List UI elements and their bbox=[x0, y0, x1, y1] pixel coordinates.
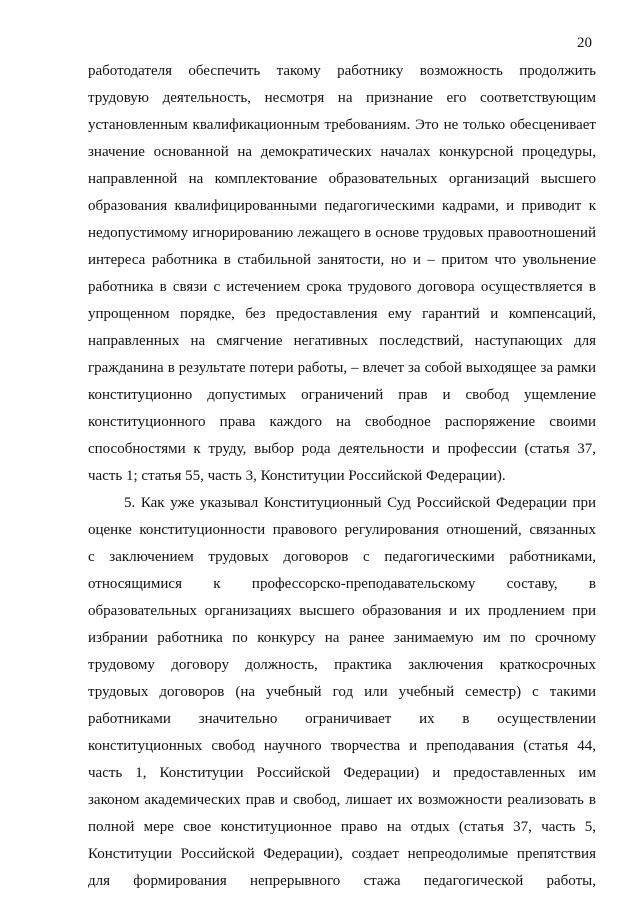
text-line: законом академических прав и свобод, лишает их возможности реализовать в bbox=[88, 792, 596, 808]
text-line: способностями к труду, выбор рода деятельности и профессии (статья 37, bbox=[88, 441, 596, 457]
text-line: Конституции Российской Федерации), создает непреодолимые препятствия bbox=[88, 846, 596, 862]
text-line: относящимися к профессорско-преподавательскому составу, в bbox=[88, 576, 596, 592]
text-line: избрании работника по конкурсу на ранее занимаемую им по срочному bbox=[88, 630, 596, 646]
text-line: образования квалифицированными педагогическими кадрами, и приводит к bbox=[88, 198, 596, 214]
text-line: с заключением трудовых договоров с педагогическими работниками, bbox=[88, 549, 596, 565]
text-line: конституционных свобод научного творчества и преподавания (статья 44, bbox=[88, 738, 596, 754]
text-line: направленной на комплектование образовательных организаций высшего bbox=[88, 171, 596, 187]
text-line: часть 1, Конституции Российской Федерации) и предоставленных им bbox=[88, 765, 596, 781]
body-text bbox=[88, 58, 596, 895]
text-line: образовательных организациях высшего образования и их продлением при bbox=[88, 603, 596, 619]
page-number: 20 bbox=[577, 35, 592, 51]
text-line: недопустимому игнорированию лежащего в основе трудовых правоотношений bbox=[88, 225, 596, 241]
text-line: конституционно допустимых ограничений прав и свобод ущемление bbox=[88, 387, 596, 403]
text-line: упрощенном порядке, без предоставления ему гарантий и компенсаций, bbox=[88, 306, 596, 322]
text-line: трудовую деятельность, несмотря на признание его соответствующим bbox=[88, 90, 596, 106]
text-line: трудовому договору должность, практика заключения краткосрочных bbox=[88, 657, 596, 673]
text-line: интереса работника в стабильной занятости, но и – притом что увольнение bbox=[88, 252, 596, 268]
text-line: работника в связи с истечением срока трудового договора осуществляется в bbox=[88, 279, 596, 295]
text-line: направленных на смягчение негативных последствий, наступающих для bbox=[88, 333, 596, 349]
text-line: конституционного права каждого на свободное распоряжение своими bbox=[88, 414, 596, 430]
text-line: 5. Как уже указывал Конституционный Суд Российской Федерации при bbox=[124, 495, 596, 511]
text-line: установленным квалификационным требованиям. Это не только обесценивает bbox=[88, 117, 596, 133]
text-line: трудовых договоров (на учебный год или учебный семестр) с такими bbox=[88, 684, 596, 700]
text-line: оценке конституционности правового регулирования отношений, связанных bbox=[88, 522, 596, 538]
text-line: работодателя обеспечить такому работнику возможность продолжить bbox=[88, 63, 596, 79]
text-line: работниками значительно ограничивает их в осуществлении bbox=[88, 711, 596, 727]
paragraph-p2 bbox=[88, 490, 596, 895]
text-line: гражданина в результате потери работы, – влечет за собой выходящее за рамки bbox=[88, 360, 596, 376]
text-line: часть 1; статья 55, часть 3, Конституции Российской Федерации). bbox=[88, 468, 506, 484]
text-line: для формирования непрерывного стажа педагогической работы, bbox=[88, 873, 596, 889]
paragraph-p1 bbox=[88, 58, 596, 490]
text-line: значение основанной на демократических началах конкурсной процедуры, bbox=[88, 144, 596, 160]
text-line: полной мере свое конституционное право на отдых (статья 37, часть 5, bbox=[88, 819, 596, 835]
